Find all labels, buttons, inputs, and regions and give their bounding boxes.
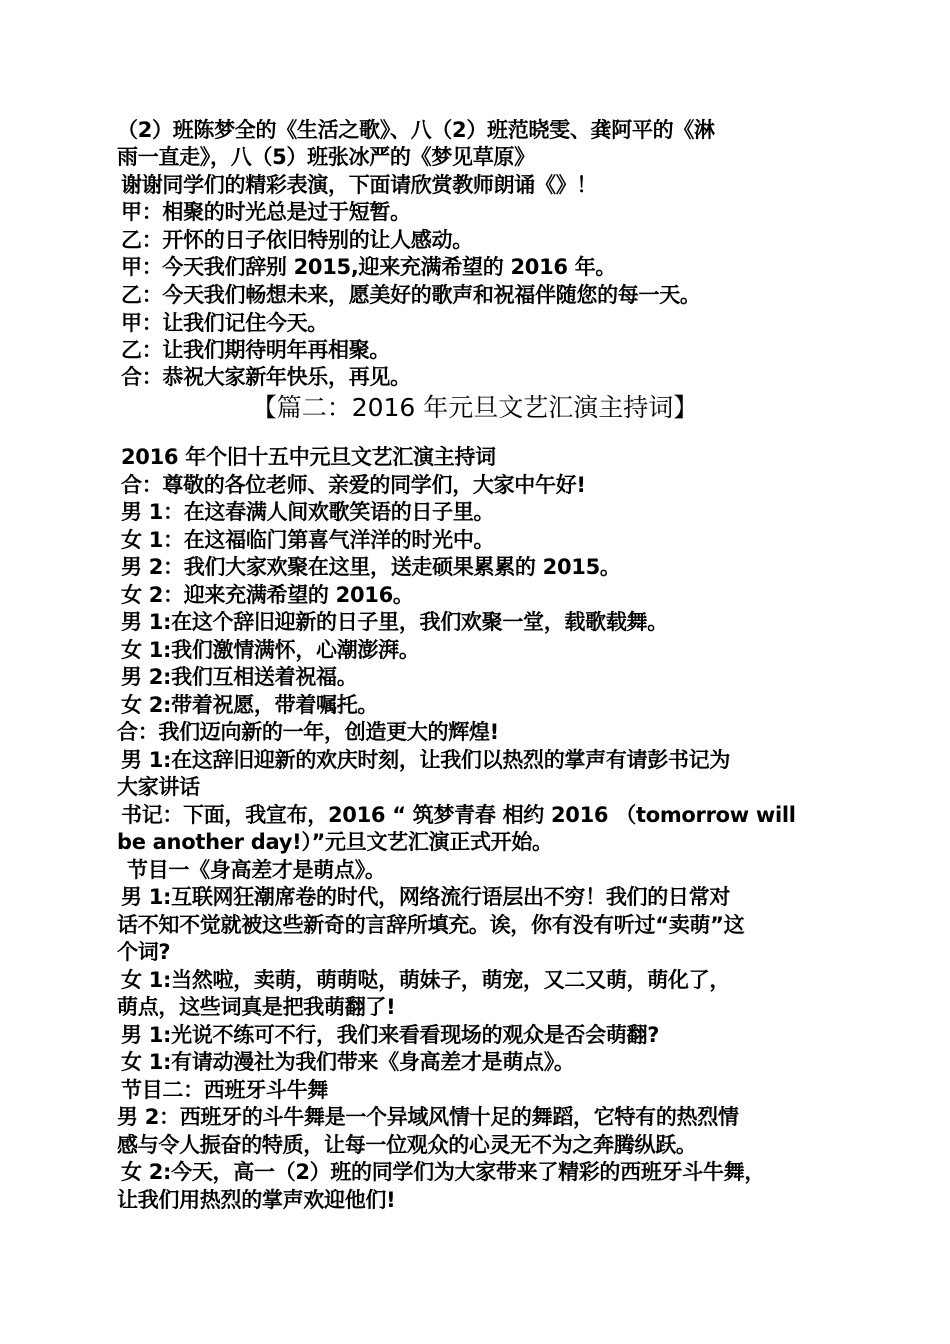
text-line: 合：恭祝大家新年快乐，再见。 — [121, 365, 411, 389]
section-heading: 【篇二：2016 年元旦文艺汇演主持词】 — [251, 393, 699, 422]
text-line: （2）班陈梦全的《生活之歌》、八（2）班范晓雯、龚阿平的《淋 — [117, 118, 715, 142]
text-line: 大家讲话 — [117, 775, 200, 799]
text-line: 雨一直走》，八（5）班张冰严的《梦见草原》 — [117, 145, 535, 169]
text-line: 节目一《身高差才是萌点》。 — [127, 858, 386, 882]
text-line: 书记：下面，我宣布，2016 “ 筑梦青春 相约 2016 （tomorrow will — [121, 803, 796, 827]
text-line: 女 1:有请动漫社为我们带来《身高差才是萌点》。 — [121, 1050, 575, 1074]
text-line: 甲：让我们记住今天。 — [121, 311, 328, 335]
text-line: 男 1：在这春满人间欢歌笑语的日子里。 — [121, 500, 495, 524]
text-line: 节目二：西班牙斗牛舞 — [121, 1078, 328, 1102]
text-line: 男 1:在这个辞旧迎新的日子里，我们欢聚一堂，载歌载舞。 — [121, 610, 668, 634]
text-line: 女 1:当然啦，卖萌，萌萌哒，萌妹子，萌宠，又二又萌，萌化了， — [121, 968, 731, 992]
text-line: 让我们用热烈的掌声欢迎他们! — [117, 1188, 396, 1212]
text-line: 女 2：迎来充满希望的 2016。 — [121, 583, 414, 607]
text-line: 甲：相聚的时光总是过于短暂。 — [121, 200, 411, 224]
text-line: 感与令人振奋的特质，让每一位观众的心灵无不为之奔腾纵跃。 — [117, 1133, 697, 1157]
text-line: 女 2:带着祝愿，带着嘱托。 — [121, 693, 379, 717]
text-line: 男 1:互联网狂潮席卷的时代，网络流行语层出不穷！我们的日常对 — [121, 885, 731, 909]
text-line: 话不知不觉就被这些新奇的言辞所填充。诶，你有没有听过“卖萌”这 — [117, 913, 745, 937]
text-line: 合：尊敬的各位老师、亲爱的同学们，大家中午好! — [121, 473, 586, 497]
text-line: 乙：让我们期待明年再相聚。 — [121, 338, 391, 362]
text-line: 乙：今天我们畅想未来，愿美好的歌声和祝福伴随您的每一天。 — [121, 283, 701, 307]
text-line: 甲：今天我们辞别 2015,迎来充满希望的 2016 年。 — [121, 255, 617, 279]
text-line: 个词? — [117, 940, 171, 964]
text-line: 合：我们迈向新的一年，创造更大的辉煌! — [117, 720, 499, 744]
text-line: be another day!）”元旦文艺汇演正式开始。 — [117, 830, 553, 854]
text-line: 谢谢同学们的精彩表演，下面请欣赏教师朗诵《》！ — [121, 173, 598, 197]
text-line: 女 2:今天，高一（2）班的同学们为大家带来了精彩的西班牙斗牛舞， — [121, 1160, 766, 1184]
text-line: 2016 年个旧十五中元旦文艺汇演主持词 — [121, 445, 496, 469]
text-line: 男 2：我们大家欢聚在这里，送走硕果累累的 2015。 — [121, 555, 621, 579]
text-line: 乙：开怀的日子依旧特别的让人感动。 — [121, 228, 473, 252]
text-line: 男 1:光说不练可不行，我们来看看现场的观众是否会萌翻? — [121, 1023, 660, 1047]
text-line: 女 1：在这福临门第喜气洋洋的时光中。 — [121, 528, 495, 552]
text-line: 萌点，这些词真是把我萌翻了! — [117, 995, 396, 1019]
text-line: 男 2：西班牙的斗牛舞是一个异域风情十足的舞蹈，它特有的热烈情 — [117, 1105, 739, 1129]
text-line: 男 1:在这辞旧迎新的欢庆时刻，让我们以热烈的掌声有请彭书记为 — [121, 748, 731, 772]
text-line: 女 1:我们激情满怀，心潮澎湃。 — [121, 638, 420, 662]
text-line: 男 2:我们互相送着祝福。 — [121, 665, 358, 689]
